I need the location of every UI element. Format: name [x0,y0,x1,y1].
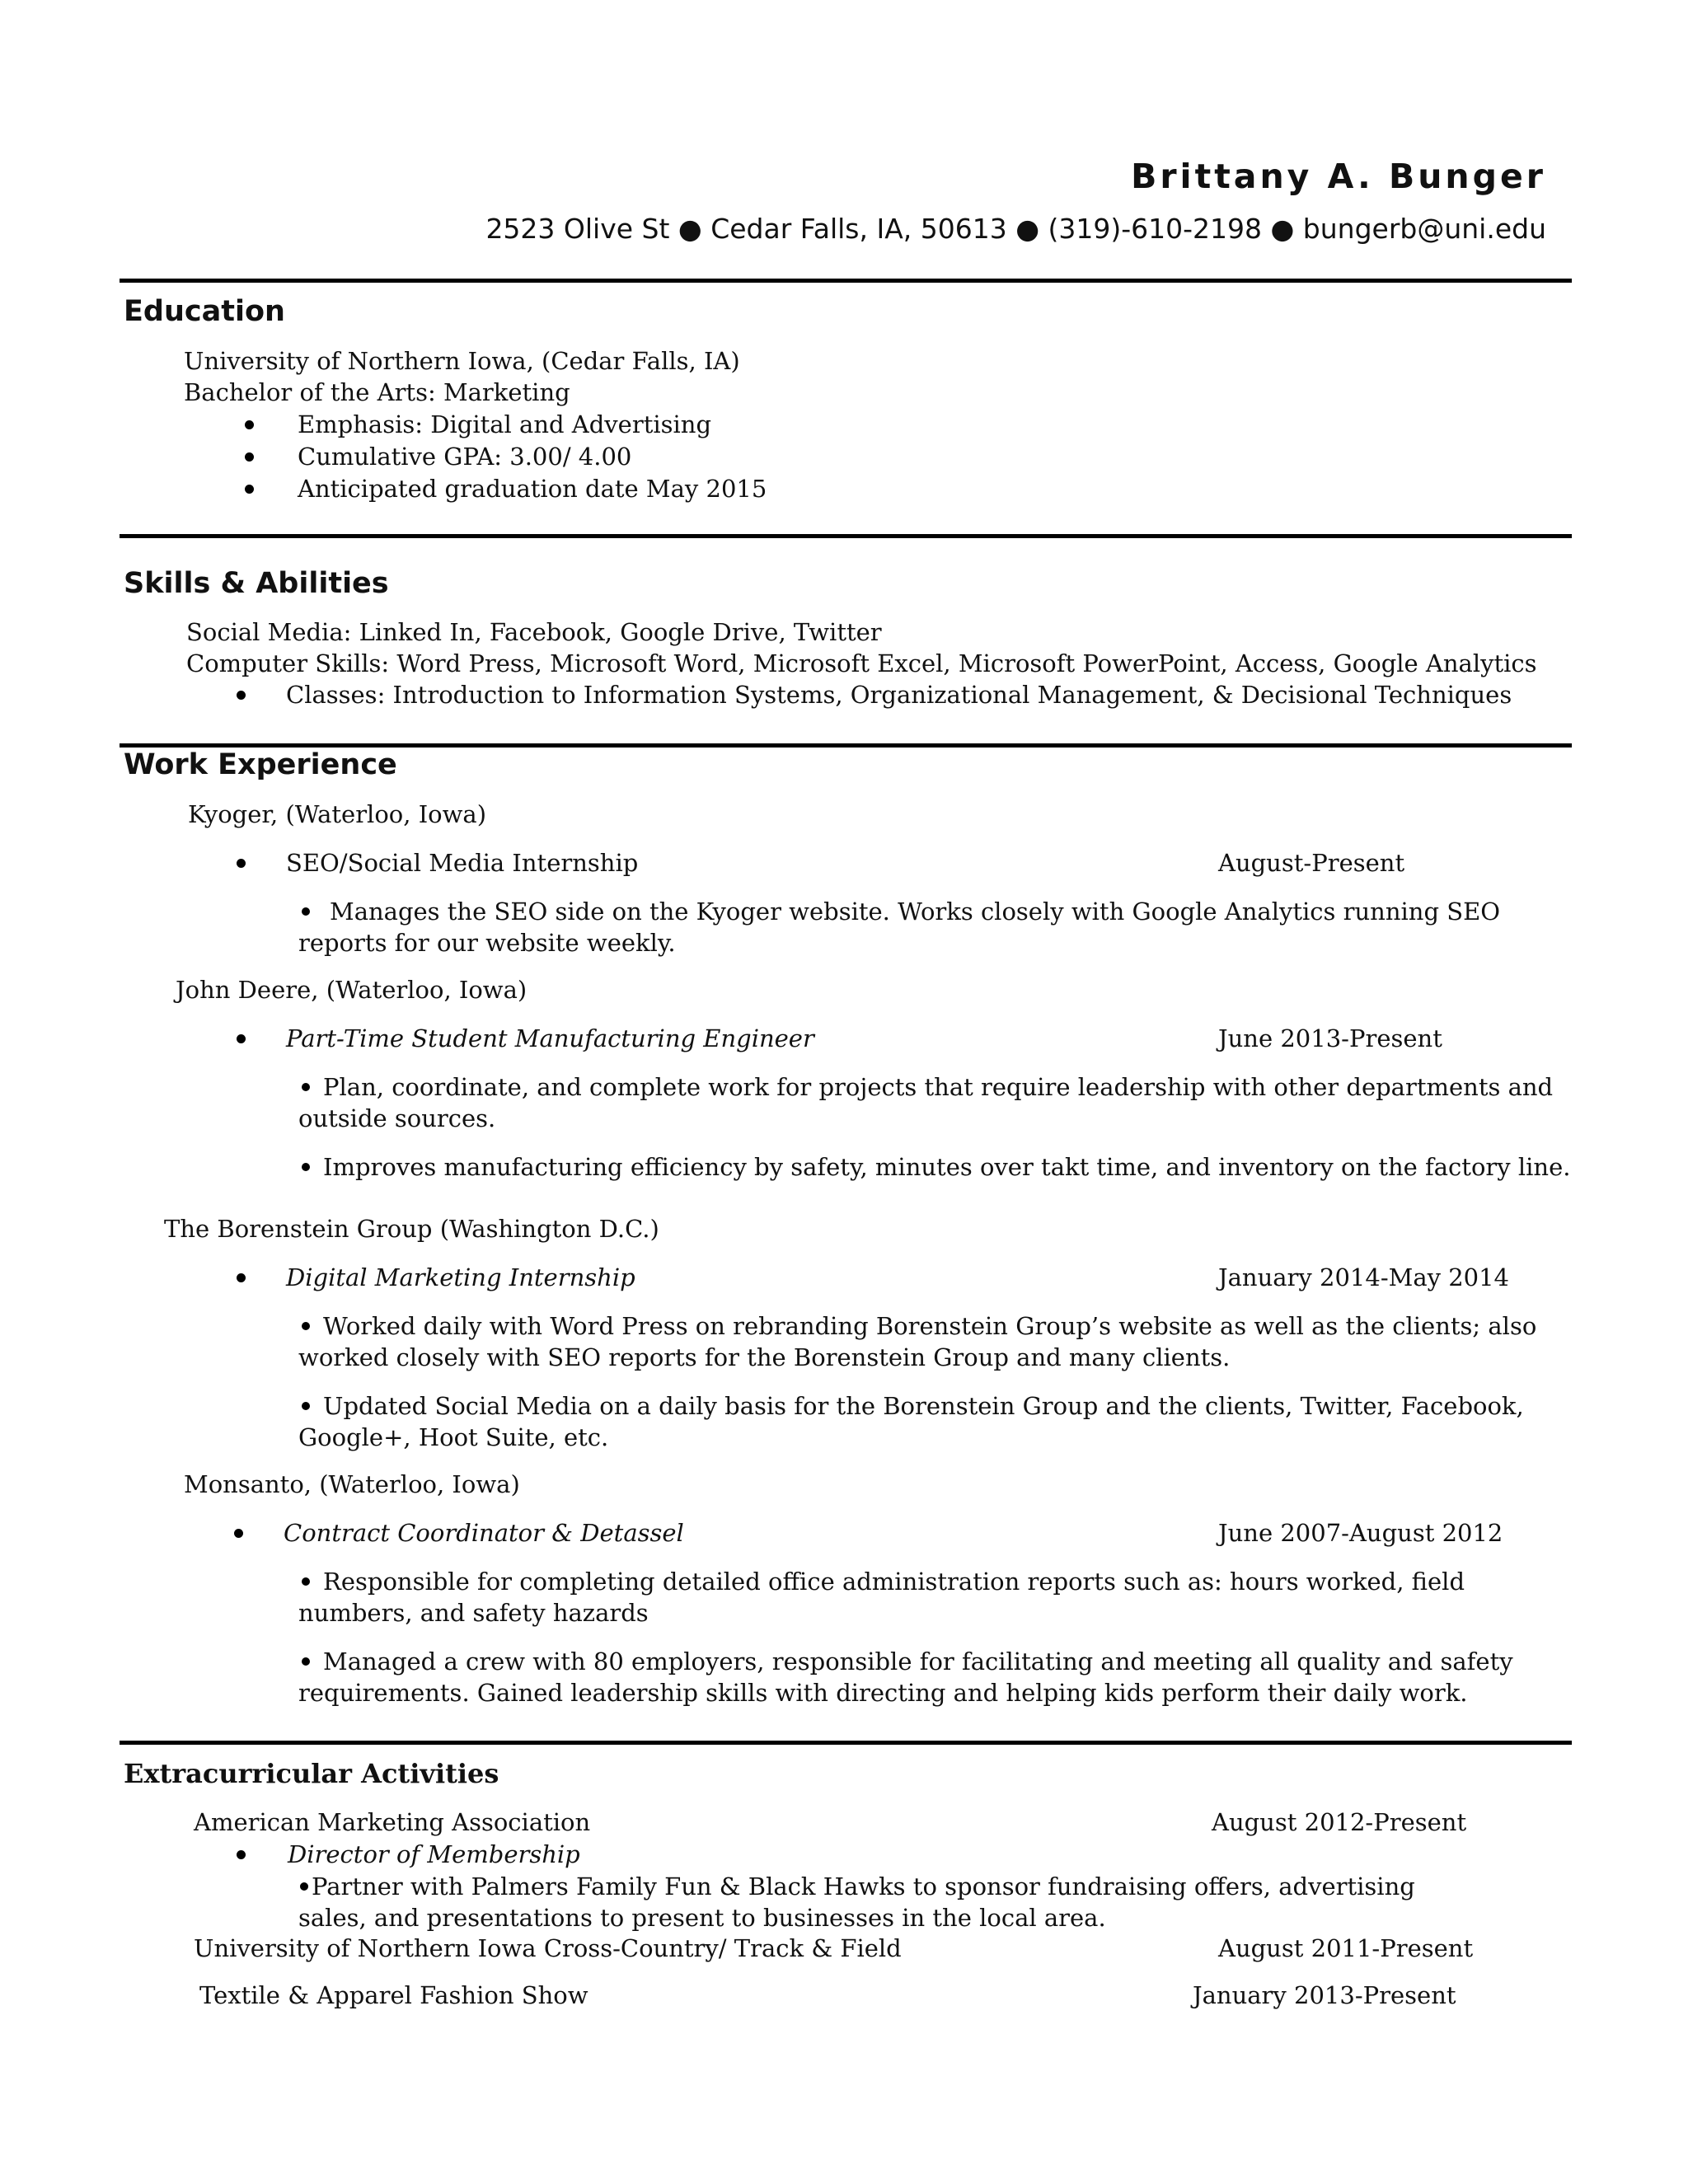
skills-computer: Computer Skills: Word Press, Microsoft Word, Microsoft Excel, Microsoft PowerPoint, Access, Google Analytics [186,649,1537,677]
bullet-icon [302,1577,310,1586]
job-title: Part-Time Student Manufacturing Engineer [286,1024,814,1052]
education-bullet: Emphasis: Digital and Advertising [298,410,712,438]
job-dates: January 2014-May 2014 [1218,1263,1510,1291]
job-title: Digital Marketing Internship [286,1263,635,1291]
job-detail: Improves manufacturing efficiency by safety, minutes over takt time, and inventory on the factory line. [323,1153,1571,1181]
job-company: The Borenstein Group (Washington D.C.) [164,1215,659,1243]
job-company: Monsanto, (Waterloo, Iowa) [184,1470,520,1498]
activity-detail: Partner with Palmers Family Fun & Black Hawks to sponsor fundraising offers, advertising sales, and presentations to present to businesses in the local area. [298,1872,1415,1932]
skills-social-media: Social Media: Linked In, Facebook, Google Drive, Twitter [186,618,882,646]
bullet-icon [237,1034,246,1043]
bullet-icon [302,1163,310,1171]
activity-role: Director of Membership [288,1840,580,1868]
bullet-icon [245,420,254,429]
list-item [298,1310,1576,1373]
bullet-icon [302,1083,310,1091]
job-title: SEO/Social Media Internship [286,849,639,877]
activity-dates: January 2013-Present [1193,1981,1456,2009]
section-heading-education: Education [124,295,285,328]
activity-name: Textile & Apparel Fashion Show [199,1981,588,2009]
job-title: Contract Coordinator & Detassel [284,1519,684,1547]
section-heading-extracurricular: Extracurricular Activities [124,1758,499,1789]
bullet-icon [237,1850,246,1859]
education-bullet: Anticipated graduation date May 2015 [298,475,767,503]
divider-work [120,743,1572,748]
job-company: John Deere, (Waterloo, Iowa) [176,976,528,1004]
job-detail: Responsible for completing detailed office administration reports such as: hours worked, field numbers, and safety hazards [298,1568,1465,1627]
skills-classes: Classes: Introduction to Information Systems, Organizational Management, & Decisional Techniques [286,681,1512,709]
activity-dates: August 2012-Present [1212,1808,1467,1836]
bullet-icon [302,1402,310,1410]
bullet-icon [245,452,254,462]
bullet-icon [245,485,254,494]
list-item [298,1566,1576,1629]
education-school: University of Northern Iowa, (Cedar Falls, IA) [184,347,740,375]
job-dates: June 2007-August 2012 [1218,1519,1503,1547]
contact-line: 2523 Olive St ● Cedar Falls, IA, 50613 ● (319)-610-2198 ● bungerb@uni.edu [485,213,1546,245]
list-item [298,1390,1576,1453]
bullet-icon [237,1273,246,1282]
divider-skills [120,534,1572,538]
list-item [298,1871,1452,1933]
education-degree: Bachelor of the Arts: Marketing [184,378,570,406]
job-detail: Manages the SEO side on the Kyoger website. Works closely with Google Analytics running SEO reports for our website weekly. [298,898,1501,957]
divider-education [120,279,1572,283]
bullet-icon [234,1529,243,1538]
bullet-icon [237,691,246,700]
bullet-icon [302,907,310,916]
candidate-name: Brittany A. Bunger [1131,157,1546,196]
list-item [298,896,1576,958]
section-heading-work: Work Experience [124,748,397,781]
education-bullet: Cumulative GPA: 3.00/ 4.00 [298,443,632,471]
job-detail: Managed a crew with 80 employers, responsible for facilitating and meeting all quality and safety requirements. Gained leadership skills with directing and helping kids perform their daily work. [298,1647,1513,1707]
bullet-icon [302,1657,310,1666]
list-item [298,1646,1576,1708]
activity-dates: August 2011-Present [1218,1934,1474,1962]
activity-name: American Marketing Association [194,1808,591,1836]
job-company: Kyoger, (Waterloo, Iowa) [188,800,487,828]
activity-name: University of Northern Iowa Cross-Country/ Track & Field [194,1934,902,1962]
bullet-icon [300,1882,308,1891]
bullet-icon [237,859,246,868]
list-item [298,1151,1576,1183]
job-dates: June 2013-Present [1218,1024,1442,1052]
section-heading-skills: Skills & Abilities [124,567,389,600]
job-dates: August-Present [1218,849,1405,877]
list-item [298,1071,1576,1134]
divider-extracurricular [120,1741,1572,1745]
job-detail: Plan, coordinate, and complete work for projects that require leadership with other departments and outside sources. [298,1073,1554,1132]
job-detail: Updated Social Media on a daily basis for the Borenstein Group and the clients, Twitter, Facebook, Google+, Hoot Suite, etc. [298,1392,1524,1451]
bullet-icon [302,1322,310,1330]
job-detail: Worked daily with Word Press on rebranding Borenstein Group’s website as well as the clients; also worked closely with SEO reports for the Borenstein Group and many clients. [298,1312,1537,1371]
